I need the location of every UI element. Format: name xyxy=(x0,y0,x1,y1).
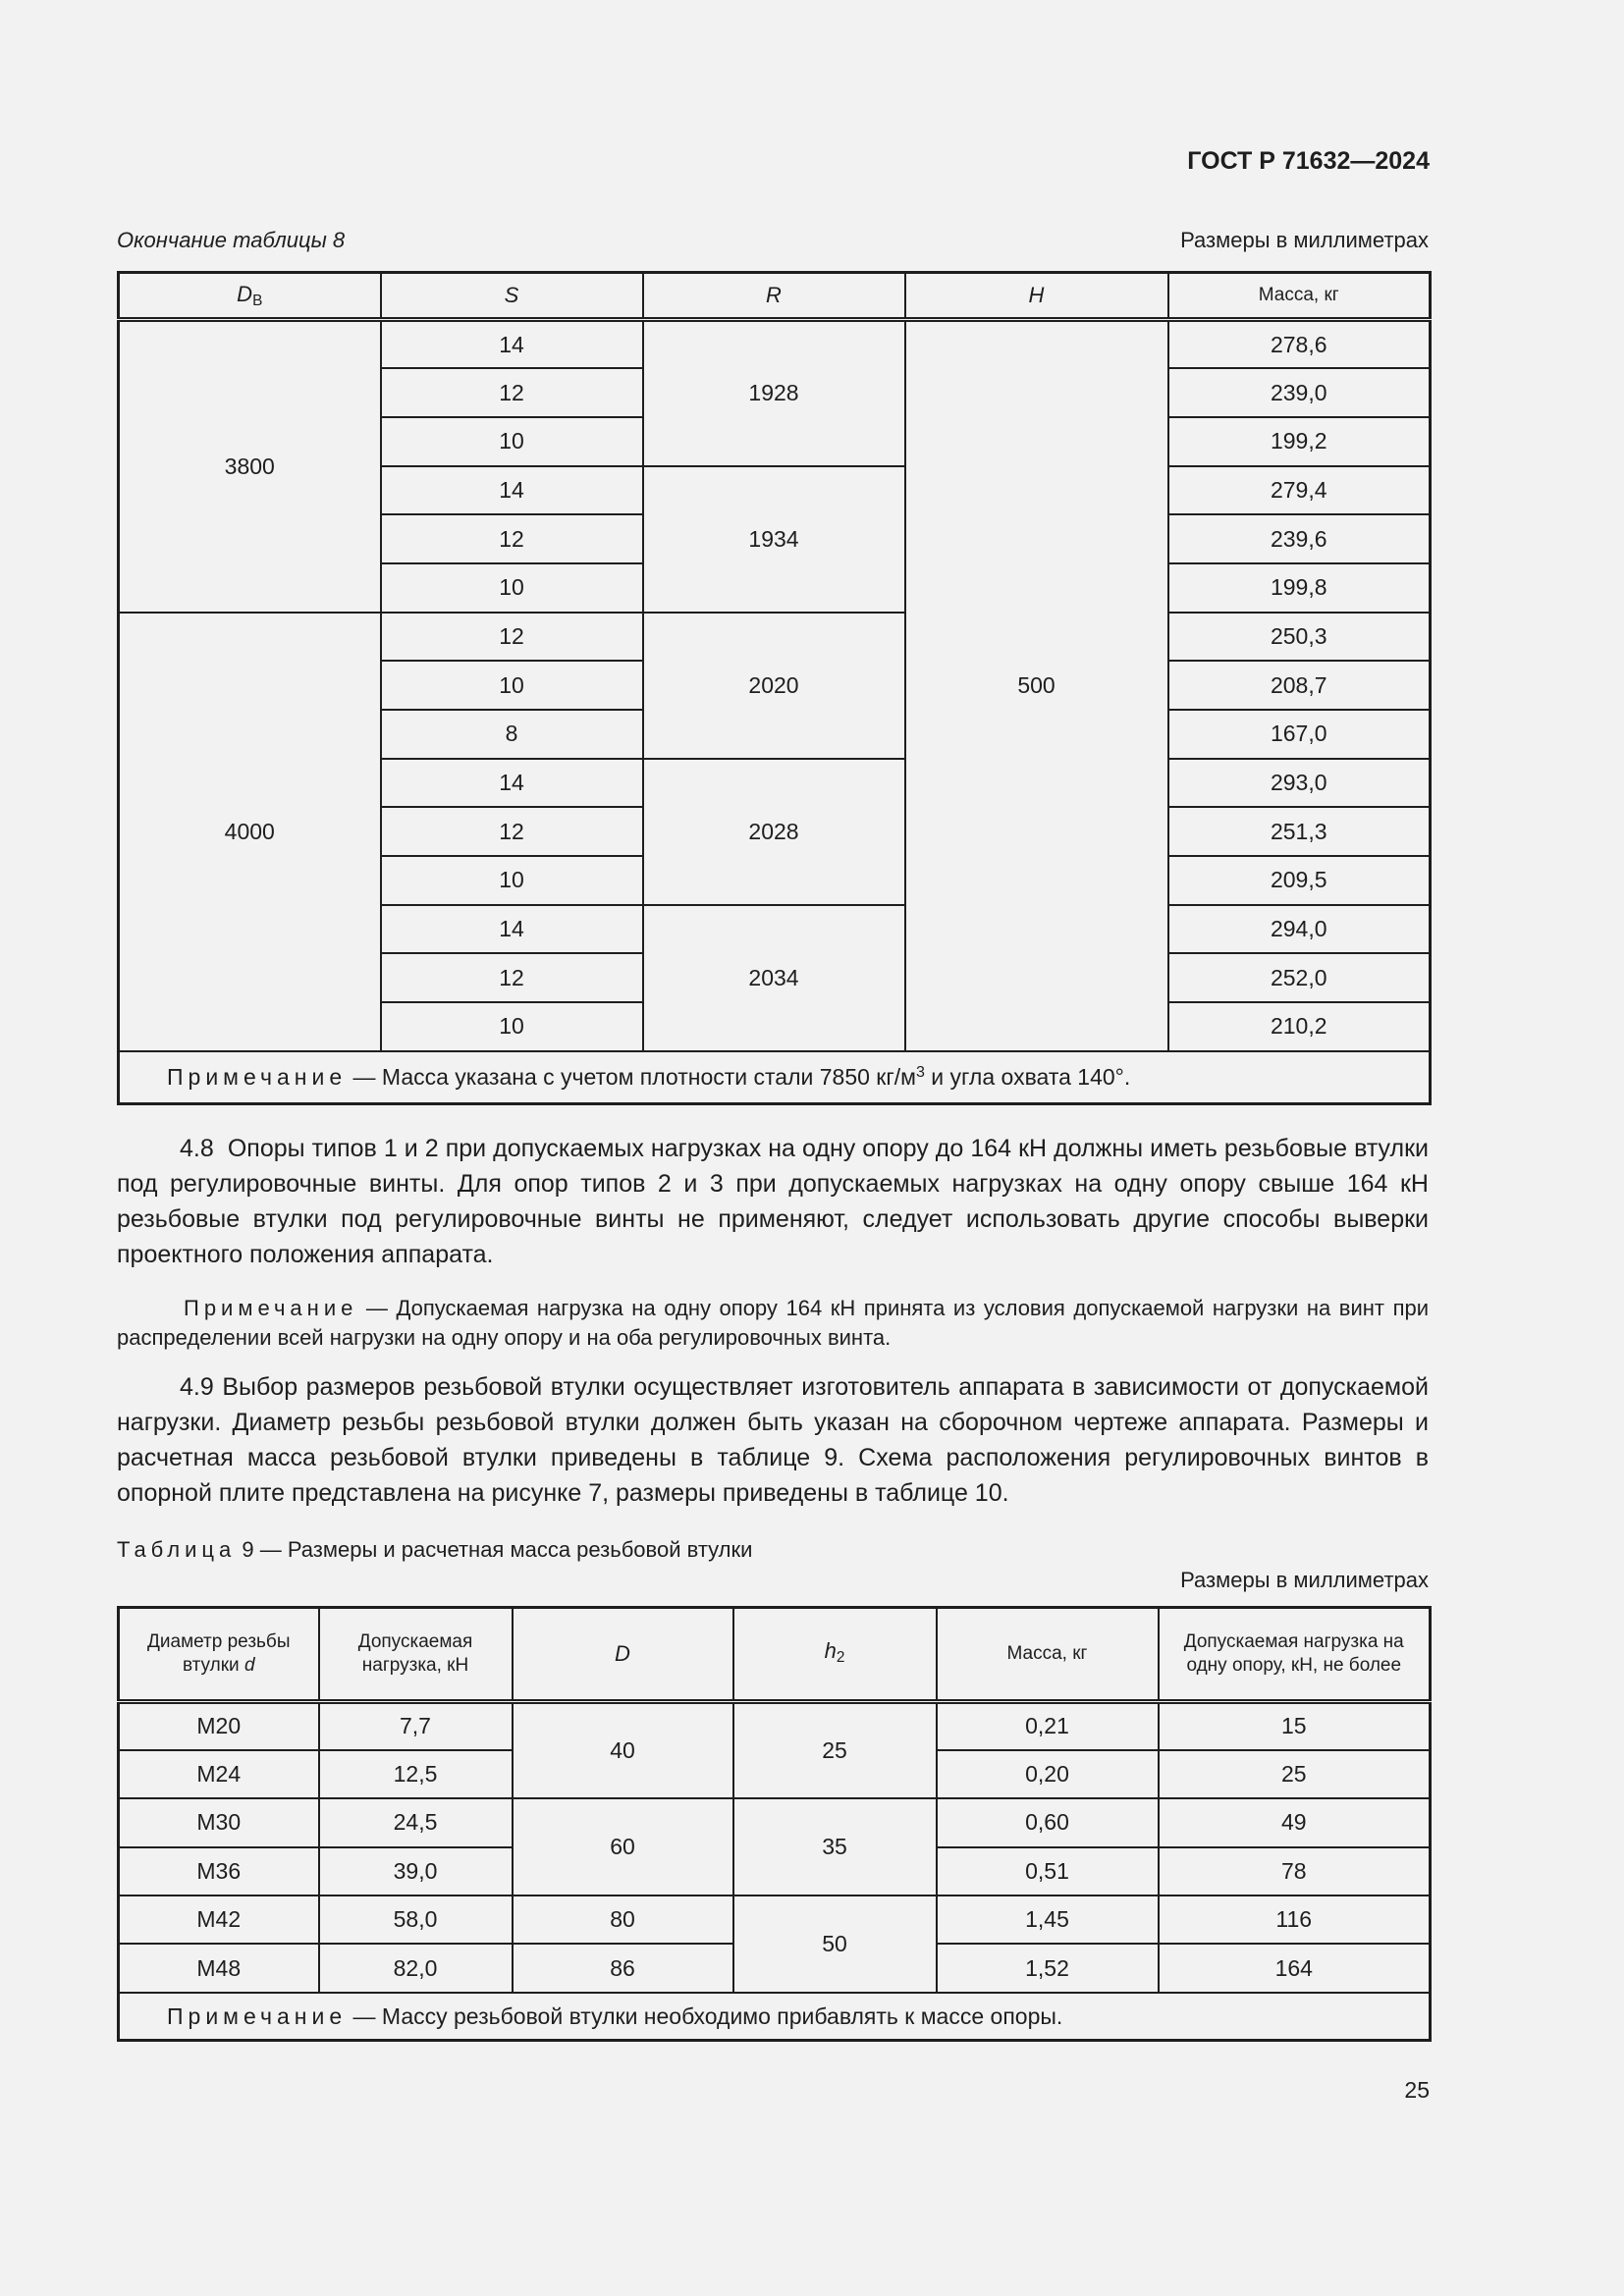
cell-mass: 210,2 xyxy=(1168,1002,1431,1051)
cell-h2: 25 xyxy=(733,1702,937,1799)
section-4-9: 4.9 Выбор размеров резьбовой втулки осуществляет изготовитель аппарата в зависимости от допускаемой нагрузки. Диаметр резьбы резьбовой втулки должен быть указан на сборочном чертеже аппарата. Размеры и расчетная масса резьбовой втулки приведены в таблице 9. Схема расположения регулировочных винтов в опорной плите представлена на рисунке 7, размеры приведены в таблице 10. xyxy=(117,1373,1429,1507)
cell-mass: 199,2 xyxy=(1168,417,1431,466)
cell-mass: 239,6 xyxy=(1168,514,1431,563)
cell-s: 8 xyxy=(381,710,643,759)
col-header-thread-diameter: Диаметр резьбы втулки d xyxy=(119,1608,319,1702)
cell-mass: 1,45 xyxy=(937,1896,1159,1944)
cell-mass: 209,5 xyxy=(1168,856,1431,905)
cell-mass: 208,7 xyxy=(1168,661,1431,710)
table9-caption: Таблица 9 — Размеры и расчетная масса резьбовой втулки xyxy=(117,1537,753,1562)
cell-D: 80 xyxy=(513,1896,733,1944)
section-4-8: 4.8 Опоры типов 1 и 2 при допускаемых нагрузках на одну опору до 164 кН должны иметь резьбовые втулки под регулировочные винты. Для опор типов 2 и 3 при допускаемых нагрузках на одну опору свыше 164 кН резьбовые втулки под регулировочные винты не применяют, следует использовать другие способы выверки проектного положения аппарата. xyxy=(117,1135,1429,1268)
cell-mass: 250,3 xyxy=(1168,613,1431,662)
cell-mass: 252,0 xyxy=(1168,953,1431,1002)
table-row xyxy=(119,1702,1431,1750)
cell-load: 58,0 xyxy=(319,1896,513,1944)
table-row xyxy=(119,320,1431,369)
page-number: 25 xyxy=(1404,2077,1430,2103)
table-9 xyxy=(117,1606,1432,2042)
cell-D: 60 xyxy=(513,1798,733,1896)
cell-h2: 35 xyxy=(733,1798,937,1896)
col-header-mass: Масса, кг xyxy=(937,1608,1159,1702)
cell-mass: 199,8 xyxy=(1168,563,1431,613)
col-header-db: $D_B$ xyxy=(119,273,381,320)
cell-load: 12,5 xyxy=(319,1750,513,1798)
cell-mass: 279,4 xyxy=(1168,466,1431,515)
cell-s: 14 xyxy=(381,320,643,369)
col-header-h: H xyxy=(905,273,1168,320)
cell-mass: 0,20 xyxy=(937,1750,1159,1798)
cell-support: 49 xyxy=(1159,1798,1431,1846)
cell-d: М24 xyxy=(119,1750,319,1798)
cell-s: 10 xyxy=(381,563,643,613)
cell-D: 86 xyxy=(513,1944,733,1992)
cell-r: 2034 xyxy=(643,905,905,1051)
cell-r: 2028 xyxy=(643,759,905,905)
table-8 xyxy=(117,271,1432,1105)
col-header-D: D xyxy=(513,1608,733,1702)
cell-support: 116 xyxy=(1159,1896,1431,1944)
table-row xyxy=(119,1798,1431,1846)
cell-s: 10 xyxy=(381,856,643,905)
cell-load: 39,0 xyxy=(319,1847,513,1896)
cell-s: 12 xyxy=(381,613,643,662)
cell-mass: 293,0 xyxy=(1168,759,1431,808)
cell-d: М48 xyxy=(119,1944,319,1992)
table9-units: Размеры в миллиметрах xyxy=(1180,1568,1429,1592)
cell-support: 25 xyxy=(1159,1750,1431,1798)
cell-s: 12 xyxy=(381,514,643,563)
cell-s: 10 xyxy=(381,1002,643,1051)
cell-s: 14 xyxy=(381,466,643,515)
cell-mass: 251,3 xyxy=(1168,807,1431,856)
cell-support: 164 xyxy=(1159,1944,1431,1992)
col-header-r: R xyxy=(643,273,905,320)
cell-s: 10 xyxy=(381,417,643,466)
cell-s: 12 xyxy=(381,807,643,856)
col-header-allowable-load: Допускаемая нагрузка, кН xyxy=(319,1608,513,1702)
cell-mass: 0,51 xyxy=(937,1847,1159,1896)
cell-d: М42 xyxy=(119,1896,319,1944)
cell-r: 2020 xyxy=(643,613,905,759)
cell-d: М36 xyxy=(119,1847,319,1896)
cell-db: 3800 xyxy=(119,320,381,613)
table8-note: Примечание — Масса указана с учетом плотности стали 7850 $кг/м^3$ и угла охвата 140°. xyxy=(119,1051,1431,1104)
table-note-row xyxy=(119,1993,1431,2041)
cell-s: 10 xyxy=(381,661,643,710)
table9-note: Примечание — Массу резьбовой втулки необходимо прибавлять к массе опоры. xyxy=(119,1993,1431,2041)
col-header-mass: Масса, кг xyxy=(1168,273,1431,320)
cell-s: 12 xyxy=(381,953,643,1002)
table-row xyxy=(119,613,1431,662)
cell-load: 24,5 xyxy=(319,1798,513,1846)
col-header-h2: $h_2$ xyxy=(733,1608,937,1702)
cell-load: 82,0 xyxy=(319,1944,513,1992)
cell-db: 4000 xyxy=(119,613,381,1051)
cell-r: 1934 xyxy=(643,466,905,613)
cell-mass: 0,21 xyxy=(937,1702,1159,1750)
cell-load: 7,7 xyxy=(319,1702,513,1750)
cell-d: М30 xyxy=(119,1798,319,1846)
cell-s: 12 xyxy=(381,368,643,417)
cell-mass: 239,0 xyxy=(1168,368,1431,417)
cell-h2: 50 xyxy=(733,1896,937,1993)
col-header-support-load: Допускаемая нагрузка на одну опору, кН, не более xyxy=(1159,1608,1431,1702)
col-header-s: S xyxy=(381,273,643,320)
table8-continuation-caption: Окончание таблицы 8 xyxy=(117,228,346,252)
cell-r: 1928 xyxy=(643,320,905,466)
cell-h: 500 xyxy=(905,320,1168,1051)
cell-d: М20 xyxy=(119,1702,319,1750)
section-4-8-note: Примечание — Допускаемая нагрузка на одну опору 164 кН принята из условия допускаемой нагрузки на винт при распределении всей нагрузки на одну опору и на оба регулировочных винта. xyxy=(117,1296,1429,1350)
table-row xyxy=(119,1896,1431,1944)
cell-mass: 1,52 xyxy=(937,1944,1159,1992)
cell-mass: 0,60 xyxy=(937,1798,1159,1846)
document-code: ГОСТ Р 71632—2024 xyxy=(1187,147,1430,175)
cell-s: 14 xyxy=(381,905,643,954)
cell-support: 15 xyxy=(1159,1702,1431,1750)
table-note-row xyxy=(119,1051,1431,1104)
cell-support: 78 xyxy=(1159,1847,1431,1896)
cell-mass: 294,0 xyxy=(1168,905,1431,954)
cell-mass: 278,6 xyxy=(1168,320,1431,369)
table8-units: Размеры в миллиметрах xyxy=(1180,228,1429,252)
cell-D: 40 xyxy=(513,1702,733,1799)
cell-s: 14 xyxy=(381,759,643,808)
cell-mass: 167,0 xyxy=(1168,710,1431,759)
